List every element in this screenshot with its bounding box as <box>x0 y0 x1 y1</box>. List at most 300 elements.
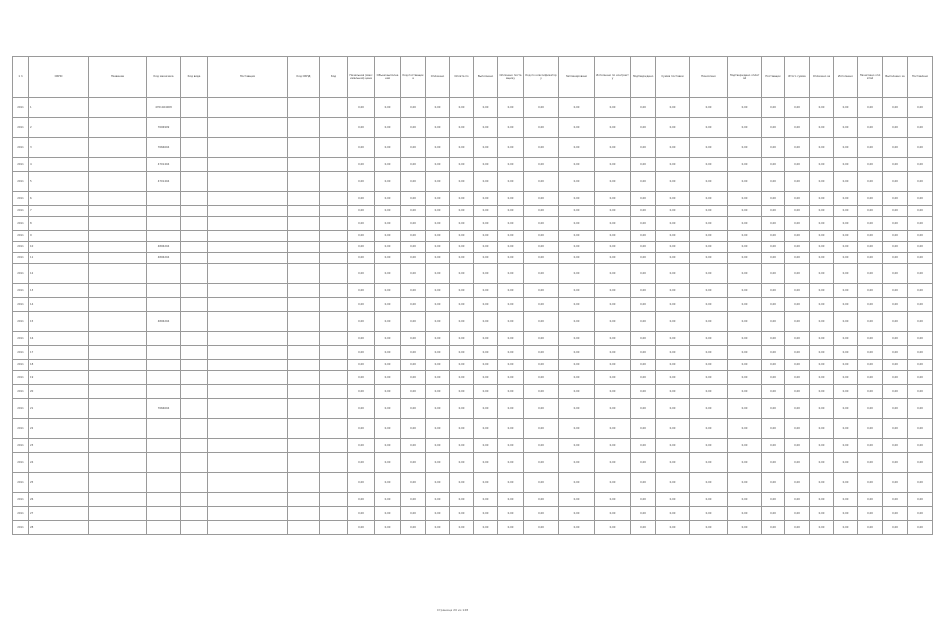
table-row <box>13 360 933 371</box>
table-cell: 0,00 <box>690 360 728 371</box>
table-cell: 0,00 <box>401 98 426 118</box>
table-cell: 0,00 <box>401 360 426 371</box>
table-cell: 0,00 <box>785 473 810 493</box>
table-cell: 0,00 <box>690 206 728 217</box>
table-cell: 0,00 <box>498 385 524 399</box>
table-cell: 0,00 <box>858 206 883 217</box>
table-cell: 0,00 <box>762 419 785 439</box>
table-cell: 0,00 <box>595 507 631 521</box>
table-cell: 0,00 <box>348 332 375 346</box>
table-row <box>13 158 933 172</box>
table-cell: 0,00 <box>690 98 728 118</box>
table-cell: 0,00 <box>375 419 401 439</box>
table-cell: 0,00 <box>450 419 474 439</box>
table-cell: 0,00 <box>810 138 834 158</box>
table-cell: 0,00 <box>595 521 631 535</box>
table-cell <box>89 172 147 192</box>
table-cell <box>288 399 320 419</box>
table-cell <box>208 98 288 118</box>
table-cell: 0,00 <box>450 473 474 493</box>
table-cell <box>147 453 181 473</box>
table-cell: 0,00 <box>450 192 474 206</box>
table-cell: 0,00 <box>348 264 375 284</box>
table-cell: 0,00 <box>762 217 785 231</box>
table-cell <box>147 385 181 399</box>
table-cell: 0,00 <box>498 419 524 439</box>
table-cell: 0,00 <box>595 242 631 253</box>
table-cell: 0,00 <box>474 284 498 298</box>
table-cell: 0,00 <box>883 521 908 535</box>
table-cell: 0,00 <box>348 419 375 439</box>
table-cell: 0,00 <box>474 158 498 172</box>
table-cell: 0,00 <box>498 231 524 242</box>
table-cell: 20 <box>29 385 89 399</box>
column-header: Итого сумма <box>785 57 810 98</box>
table-cell: 0,00 <box>401 298 426 312</box>
table-cell <box>320 453 348 473</box>
table-cell: 0,00 <box>762 264 785 284</box>
table-cell: 0,00 <box>908 231 933 242</box>
table-cell <box>181 521 208 535</box>
table-cell <box>320 158 348 172</box>
table-cell: 0,00 <box>559 371 595 385</box>
table-cell <box>320 298 348 312</box>
table-cell: 0,00 <box>348 399 375 419</box>
table-cell: 0,00 <box>474 118 498 138</box>
table-cell: 0,00 <box>401 242 426 253</box>
table-cell: 0,00 <box>631 312 656 332</box>
table-cell: 0,00 <box>450 507 474 521</box>
table-cell: 0,00 <box>728 360 762 371</box>
table-row <box>13 493 933 507</box>
column-header: Поставщик <box>208 57 288 98</box>
table-cell: 0,00 <box>498 138 524 158</box>
table-cell: 0,00 <box>524 242 559 253</box>
table-cell: 4806204 <box>147 242 181 253</box>
table-cell: 0,00 <box>858 253 883 264</box>
table-cell: 0,00 <box>498 98 524 118</box>
table-row <box>13 231 933 242</box>
table-cell <box>181 217 208 231</box>
table-cell: 0,00 <box>348 118 375 138</box>
table-cell: 0,00 <box>728 192 762 206</box>
table-cell: 0,00 <box>474 385 498 399</box>
table-cell: 0,00 <box>524 138 559 158</box>
table-cell: 0,00 <box>426 158 450 172</box>
table-cell: 0,00 <box>559 192 595 206</box>
table-cell: 0,00 <box>348 453 375 473</box>
table-cell: 0,00 <box>883 118 908 138</box>
table-cell: 0,00 <box>401 264 426 284</box>
table-cell: 0,00 <box>728 206 762 217</box>
table-cell: 0,00 <box>474 453 498 473</box>
table-cell <box>208 284 288 298</box>
table-cell: 0,00 <box>498 242 524 253</box>
procurement-register-table <box>12 56 933 535</box>
table-cell: 0,00 <box>656 192 690 206</box>
table-cell: 0,00 <box>656 284 690 298</box>
table-body <box>13 98 933 535</box>
table-cell: 0,00 <box>908 284 933 298</box>
table-cell <box>147 284 181 298</box>
table-cell: 0,00 <box>728 284 762 298</box>
table-cell <box>320 138 348 158</box>
table-cell: 0,00 <box>348 231 375 242</box>
table-cell: 0,00 <box>524 507 559 521</box>
table-cell: 0,00 <box>348 217 375 231</box>
table-cell: 0,00 <box>858 493 883 507</box>
table-cell: 19 <box>29 371 89 385</box>
table-cell: 0,00 <box>690 312 728 332</box>
table-cell: 0,00 <box>631 385 656 399</box>
table-cell: 0,00 <box>908 332 933 346</box>
table-cell: 0,00 <box>401 172 426 192</box>
table-cell: 0,00 <box>785 493 810 507</box>
table-cell: 0,00 <box>785 507 810 521</box>
table-cell: 0,00 <box>375 242 401 253</box>
table-cell <box>147 493 181 507</box>
table-cell <box>320 242 348 253</box>
table-cell: 0,00 <box>559 493 595 507</box>
table-cell <box>288 473 320 493</box>
table-cell: 0,00 <box>858 217 883 231</box>
column-header: Исполнено по контракту <box>595 57 631 98</box>
table-cell: 0,00 <box>810 439 834 453</box>
table-cell: 0,00 <box>401 253 426 264</box>
table-cell: 0,00 <box>426 284 450 298</box>
table-cell: 0,00 <box>656 217 690 231</box>
table-cell: 0,00 <box>375 439 401 453</box>
column-header: ОКПО <box>29 57 89 98</box>
table-cell: 0,00 <box>883 312 908 332</box>
table-cell: 0,00 <box>908 473 933 493</box>
table-cell: 0,00 <box>595 439 631 453</box>
table-cell <box>320 231 348 242</box>
table-cell <box>181 453 208 473</box>
table-cell: 0,00 <box>834 521 858 535</box>
table-cell <box>320 346 348 360</box>
table-cell: 0,00 <box>656 312 690 332</box>
table-cell: 0,00 <box>834 284 858 298</box>
table-cell: 0,00 <box>656 242 690 253</box>
table-cell: 0,00 <box>559 98 595 118</box>
table-cell: 0,00 <box>858 284 883 298</box>
table-cell: 0,00 <box>524 521 559 535</box>
table-cell: 0,00 <box>785 298 810 312</box>
table-cell <box>208 192 288 206</box>
column-header: Объем выполнения <box>375 57 401 98</box>
table-cell: 0,00 <box>631 138 656 158</box>
table-cell: 0,00 <box>524 264 559 284</box>
table-cell: 0,00 <box>834 493 858 507</box>
table-cell: 2011 <box>13 98 29 118</box>
table-cell: 0,00 <box>595 399 631 419</box>
table-cell: 0,00 <box>375 346 401 360</box>
table-cell: 0,00 <box>631 399 656 419</box>
table-cell <box>89 298 147 312</box>
table-cell <box>208 473 288 493</box>
table-cell: 0,00 <box>559 231 595 242</box>
table-cell: 0,00 <box>728 231 762 242</box>
table-cell: 0,00 <box>450 206 474 217</box>
table-cell: 0,00 <box>498 284 524 298</box>
table-cell: 0,00 <box>785 231 810 242</box>
table-cell: 0,00 <box>498 507 524 521</box>
table-cell: 0,00 <box>728 419 762 439</box>
table-cell: 0,00 <box>690 346 728 360</box>
table-cell: 0,00 <box>728 253 762 264</box>
table-cell: 3 <box>29 138 89 158</box>
table-cell: 16 <box>29 332 89 346</box>
table-cell: 0,00 <box>656 439 690 453</box>
table-cell: 0,00 <box>834 419 858 439</box>
table-cell: 0,00 <box>728 98 762 118</box>
table-cell: 0,00 <box>908 521 933 535</box>
table-cell: 0,00 <box>858 385 883 399</box>
table-cell <box>288 217 320 231</box>
page-number-label: Страница 20 из 128 <box>436 608 469 612</box>
table-cell: 2011 <box>13 493 29 507</box>
table-cell: 2011 <box>13 253 29 264</box>
table-cell <box>208 253 288 264</box>
table-cell <box>89 399 147 419</box>
table-cell: 0,00 <box>810 158 834 172</box>
table-cell <box>288 346 320 360</box>
table-cell: 0,00 <box>375 264 401 284</box>
table-cell <box>181 439 208 453</box>
table-cell: 21 <box>29 399 89 419</box>
table-cell: 7606909 <box>147 118 181 138</box>
table-cell <box>208 507 288 521</box>
table-cell: 0,00 <box>450 158 474 172</box>
table-cell: 0,00 <box>858 172 883 192</box>
table-cell: 0,00 <box>401 439 426 453</box>
table-cell: 0,00 <box>810 172 834 192</box>
table-cell: 0,00 <box>762 473 785 493</box>
table-cell: 2011 <box>13 419 29 439</box>
table-cell <box>147 473 181 493</box>
table-cell: 0,00 <box>834 507 858 521</box>
table-cell: 0,00 <box>375 360 401 371</box>
table-cell: 0,00 <box>690 172 728 192</box>
table-cell: 0,00 <box>834 242 858 253</box>
column-header: Код по классификатору <box>524 57 559 98</box>
table-row <box>13 192 933 206</box>
table-cell: 0,00 <box>401 473 426 493</box>
table-cell <box>89 264 147 284</box>
table-cell: 0,00 <box>810 473 834 493</box>
table-cell <box>181 172 208 192</box>
table-cell: 7666604 <box>147 399 181 419</box>
table-cell: 0,00 <box>375 332 401 346</box>
table-cell: 0,00 <box>631 473 656 493</box>
column-header: Оплачено <box>426 57 450 98</box>
table-cell <box>208 419 288 439</box>
table-cell: 0,00 <box>498 521 524 535</box>
table-cell <box>288 371 320 385</box>
table-cell: 0,00 <box>450 385 474 399</box>
table-cell: 0,00 <box>728 264 762 284</box>
table-cell: 0,00 <box>375 521 401 535</box>
table-cell: 0,00 <box>595 332 631 346</box>
table-cell <box>89 346 147 360</box>
table-cell <box>288 264 320 284</box>
table-cell: 0,00 <box>474 346 498 360</box>
column-header: Выполнено за <box>883 57 908 98</box>
table-cell: 0,00 <box>426 298 450 312</box>
table-cell: 0,00 <box>656 385 690 399</box>
table-cell: 7666604 <box>147 138 181 158</box>
table-cell <box>181 332 208 346</box>
table-cell <box>288 242 320 253</box>
table-cell <box>320 192 348 206</box>
table-cell: 0,00 <box>785 172 810 192</box>
table-cell: 0,00 <box>426 399 450 419</box>
column-header: Начислено <box>690 57 728 98</box>
table-cell <box>320 507 348 521</box>
table-cell: 0,00 <box>690 284 728 298</box>
table-cell: 0,00 <box>656 371 690 385</box>
table-cell: 0,00 <box>498 346 524 360</box>
table-cell: 0,00 <box>426 346 450 360</box>
table-cell: 0,00 <box>474 98 498 118</box>
table-cell: 0,00 <box>762 399 785 419</box>
table-cell: 0,00 <box>559 346 595 360</box>
table-row <box>13 473 933 493</box>
table-cell: 0,00 <box>595 98 631 118</box>
table-cell: 0,00 <box>728 439 762 453</box>
table-cell: 2011 <box>13 399 29 419</box>
table-cell: 0,00 <box>728 385 762 399</box>
table-cell: 0,00 <box>426 493 450 507</box>
table-cell: 0,00 <box>474 206 498 217</box>
table-cell: 0,00 <box>474 242 498 253</box>
table-cell: 14 <box>29 298 89 312</box>
table-cell <box>320 419 348 439</box>
table-cell: 0,00 <box>834 118 858 138</box>
table-cell: 0,00 <box>883 419 908 439</box>
table-cell: 0,00 <box>785 158 810 172</box>
table-cell: 0,00 <box>524 360 559 371</box>
table-cell: 0,00 <box>834 217 858 231</box>
table-cell: 0,00 <box>810 385 834 399</box>
table-cell: 0,00 <box>498 399 524 419</box>
table-cell <box>288 172 320 192</box>
table-cell: 0,00 <box>785 371 810 385</box>
table-cell: 0,00 <box>785 118 810 138</box>
table-cell: 0,00 <box>690 473 728 493</box>
table-cell <box>147 346 181 360</box>
table-cell: 0,00 <box>348 206 375 217</box>
table-cell <box>181 118 208 138</box>
table-cell: 0,00 <box>762 118 785 138</box>
table-cell: 2011 <box>13 332 29 346</box>
table-cell: 0,00 <box>595 118 631 138</box>
table-cell: 0,00 <box>656 521 690 535</box>
table-cell: 0,00 <box>785 419 810 439</box>
table-cell: 0,00 <box>631 206 656 217</box>
table-cell: 0,00 <box>908 158 933 172</box>
table-cell: 0,00 <box>858 507 883 521</box>
table-cell: 0,00 <box>690 521 728 535</box>
table-cell: 0,00 <box>474 231 498 242</box>
table-cell: 0,00 <box>834 192 858 206</box>
table-cell: 0,00 <box>474 172 498 192</box>
table-cell: 0,00 <box>450 332 474 346</box>
table-cell: 0,00 <box>883 385 908 399</box>
table-cell <box>208 118 288 138</box>
table-cell: 0,00 <box>728 242 762 253</box>
table-cell: 0,00 <box>474 312 498 332</box>
table-cell <box>147 371 181 385</box>
table-cell: 0,00 <box>426 231 450 242</box>
table-cell: 0,00 <box>595 217 631 231</box>
table-cell <box>89 371 147 385</box>
table-cell: 0,00 <box>908 138 933 158</box>
table-cell: 0,00 <box>524 439 559 453</box>
table-cell: 0,00 <box>426 473 450 493</box>
table-cell: 0,00 <box>559 284 595 298</box>
table-cell: 0,00 <box>762 172 785 192</box>
table-cell: 0,00 <box>728 332 762 346</box>
table-cell: 26 <box>29 493 89 507</box>
table-cell: 0,00 <box>785 399 810 419</box>
table-cell: 0,00 <box>631 371 656 385</box>
table-cell <box>89 419 147 439</box>
table-cell: 4701404 <box>147 172 181 192</box>
table-cell <box>288 231 320 242</box>
table-cell: 0,00 <box>810 253 834 264</box>
table-cell: 0,00 <box>728 298 762 312</box>
table-cell: 2011 <box>13 371 29 385</box>
table-cell: 0,00 <box>656 493 690 507</box>
table-cell: 0,00 <box>858 419 883 439</box>
column-header: Исполнено <box>834 57 858 98</box>
table-cell: 6 <box>29 192 89 206</box>
table-cell: 2011 <box>13 118 29 138</box>
table-cell: 0,00 <box>834 371 858 385</box>
table-cell: 0,00 <box>762 138 785 158</box>
table-cell <box>181 264 208 284</box>
table-cell: 0,00 <box>631 217 656 231</box>
table-cell: 0,00 <box>656 399 690 419</box>
table-cell: 0,00 <box>883 206 908 217</box>
table-cell: 0,00 <box>401 453 426 473</box>
table-cell: 0,00 <box>762 346 785 360</box>
column-header: Оплачено поставщику <box>498 57 524 98</box>
table-cell: 0,00 <box>690 118 728 138</box>
table-cell: 0,00 <box>426 138 450 158</box>
table-cell: 0,00 <box>690 371 728 385</box>
table-cell: 24 <box>29 453 89 473</box>
table-cell: 0,00 <box>834 399 858 419</box>
table-cell: 0,00 <box>785 453 810 473</box>
table-cell <box>181 493 208 507</box>
table-cell <box>208 217 288 231</box>
table-cell: 0,00 <box>498 453 524 473</box>
table-cell <box>288 385 320 399</box>
table-cell: 22 <box>29 419 89 439</box>
table-cell: 0,00 <box>883 399 908 419</box>
table-cell: 0,00 <box>762 253 785 264</box>
table-cell: 0,00 <box>690 493 728 507</box>
table-cell: 0,00 <box>401 332 426 346</box>
table-cell: 0,00 <box>401 138 426 158</box>
table-cell: 0,00 <box>595 360 631 371</box>
table-cell: 0,00 <box>858 138 883 158</box>
table-cell <box>320 493 348 507</box>
table-cell: 0,00 <box>785 98 810 118</box>
